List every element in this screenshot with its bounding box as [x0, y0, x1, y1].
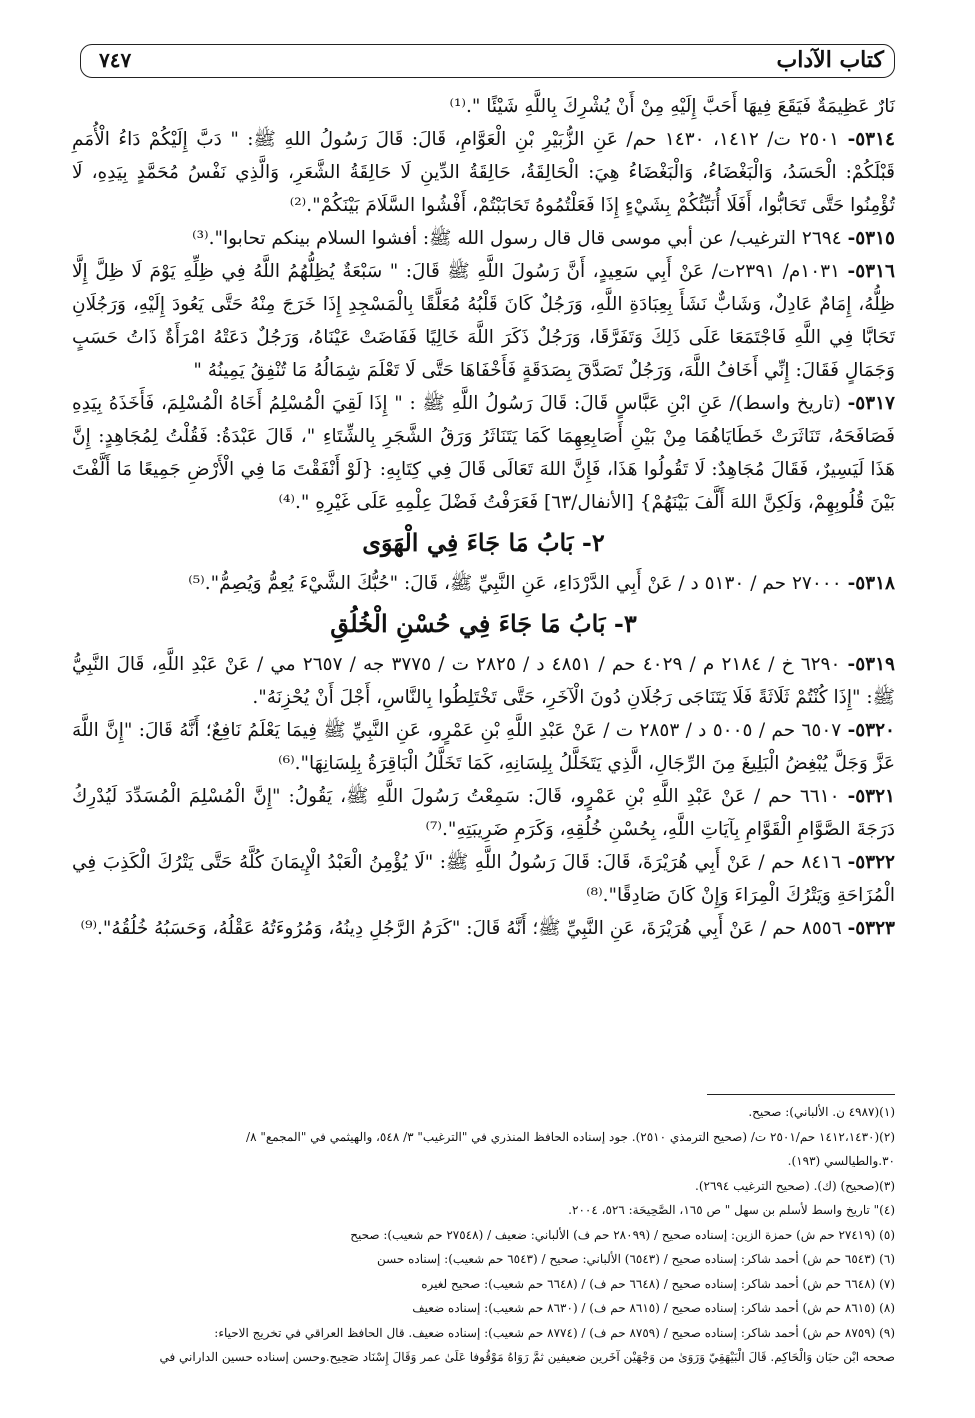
footnote-4: (٤)" تاريخ واسط لأسلم بن سهل " ص ١٦٥، الصَّحِيحَة: ٥٢٦، ٢٠٠٤. — [568, 1203, 895, 1217]
footnote-2: (٢)(١٤١٢،١٤٣٠ حم/٢٥٠١ ت/ (صحيح الترمذي ٢٥١٠). جود إسناده الحافظ المنذري في "الترغيب" ٣/ ٥٤٨، والهيثمي في "المجمع" ٨/ — [246, 1129, 895, 1144]
chapter-heading-2: ٢- بَابُ مَا جَاءَ فِي الْهَوَى — [362, 528, 605, 557]
footnote-divider — [707, 1094, 895, 1095]
chapter-heading-3: ٣- بَابُ مَا جَاءَ فِي حُسْنِ الْخُلُقِ — [330, 609, 637, 638]
hadith-text: ٢٧٠٠٠ حم / ٥١٣٠ د / عَنْ أَبِي الدَّرْدَاءِ، عَنِ النَّبِيِّ ﷺ، قَالَ: "حُبُّكَ الشَّيْءَ يُعِمُّ وَيُصِمُّ".⁽⁵⁾ — [188, 573, 848, 594]
page-header — [80, 44, 895, 78]
footnote-7: (٧) (٦٦٤٨ حم ش) أحمد شاكر: إسناده صحيح / (٦٦٤٨ حم ف) / (٦٦٤٨ حم شعيب): صحيح لغيره — [421, 1276, 895, 1291]
hadith-number: ٥٣٢١- — [847, 786, 895, 807]
footnote-9: (٩) (٨٧٥٩ حم ش) أحمد شاكر: إسناده صحيح / (٨٧٥٩ حم ف) / (٨٧٧٤ حم شعيب): إسناده ضعيف. قال الحافظ العراقي في تخريج الاحياء: — [214, 1325, 895, 1340]
hadith-5318 — [72, 567, 895, 600]
book-title: كتاب الآداب — [776, 47, 884, 73]
footnote-6: (٦) (٦٥٤٣ حم ش) أحمد شاكر: إسناده صحيح / (٦٥٤٣) الألباني: صحيح / (٦٥٤٣ حم شعيب): إسناده حسن — [377, 1252, 895, 1266]
hadith-text: ١٠٣١م/ ٢٣٩١ت/ عَنْ أَبِي سَعِيدٍ، أَنَّ رَسُولَ اللَّهِ ﷺ قَالَ: " سَبْعَةٌ يُظِلُّهُمُ اللَّهُ فِي ظِلِّهِ يَوْمَ لَا ظِلَّ إِلَّا ظِلُّهُ، إِمَامٌ عَادِلٌ، وَشَابٌّ نَشَأَ بِعِبَادَةِ اللَّهِ، وَرَجُلٌ كَانَ قَلْبُهُ مُعَلَّقًا بِالْمَسْجِدِ إِذَا خَرَجَ مِنْهُ حَتَّى يَعُودَ إِلَيْهِ، وَرَجُلَانِ تَحَابَّا فِي اللَّهِ فَاجْتَمَعَا عَلَى ذَلِكَ وَتَفَرَّقَا، وَرَجُلٌ ذَكَرَ اللَّهَ خَالِيًا فَفَاضَتْ عَيْنَاهُ، وَرَجُلٌ دَعَتْهُ امْرَأَةٌ ذَاتُ حَسَبٍ وَجَمَالٍ فَقَالَ: إِنِّي أَخَافُ اللَّهَ، وَرَجُلٌ تَصَدَّقَ بِصَدَقَةٍ فَأَخْفَاهَا حَتَّى لَا تَعْلَمَ شِمَالُهُ مَا تُنْفِقُ يَمِينُهُ " — [72, 261, 895, 381]
hadith-text: ٨٤١٦ حم / عَنْ أَبِي هُرَيْرَةَ، قَالَ: قَالَ رَسُولُ اللَّهِ ﷺ: "لَا يُؤْمِنُ الْعَبْدُ الْإِيمَانَ كُلَّهُ حَتَّى يَتْرُكَ الْكَذِبَ فِي الْمُزَاحَةِ وَيَتْرُكَ الْمِرَاءَ وَإِنْ كَانَ صَادِقًا".⁽⁸⁾ — [72, 852, 895, 906]
hadith-number: ٥٣١٨- — [847, 573, 895, 594]
hadith-number: ٥٣١٥- — [847, 228, 895, 249]
main-text — [72, 90, 895, 945]
hadith-text: ٢٥٠١ ت/ ١٤١٢، ١٤٣٠ حم/ عَنِ الزُّبَيْرِ بْنِ الْعَوَّامِ، قَالَ: قَالَ رَسُولُ اللهِ ﷺ: " دَبَّ إِلَيْكُمْ دَاءُ الْأُمَمِ قَبْلَكُمْ: الْحَسَدُ، وَالْبَغْضَاءُ، وَالْبَغْضَاءُ هِيَ: الْحَالِقَةُ، حَالِقَةُ الدِّينِ لَا حَالِقَةُ الشَّعَرِ، وَالَّذِي نَفْسُ مُحَمَّدٍ بِيَدِهِ، لَا تُؤْمِنُوا حَتَّى تَحَابُّوا، أَفَلَا أُنَبِّئُكُمْ بِشَيْءٍ إِذَا فَعَلْتُمُوهُ تَحَابَبْتُمْ، أَفْشُوا السَّلَامَ بَيْنَكُمْ".⁽²⁾ — [72, 129, 895, 216]
hadith-number: ٥٣٢٣- — [847, 918, 895, 939]
page-number: ٧٤٧ — [99, 48, 132, 72]
hadith-5320 — [72, 714, 895, 780]
hadith-5322 — [72, 846, 895, 912]
hadith-text: (تاريخ واسط)/ عَنِ ابْنِ عَبَّاسٍ قَالَ: قَالَ رَسُولُ اللَّهِ ﷺ : " إِذَا لَقِيَ الْمُسْلِمُ أَخَاهُ الْمُسْلِمَ، فَأَخَذَهُ بِيَدِهِ فَصَافَحَهُ، تَنَاثَرَتْ خَطَايَاهُمَا مِنْ بَيْنِ أَصَابِعِهِمَا كَمَا يَتَنَاثَرُ وَرَقُ الشَّجَرِ بِالشِّتَاءِ "، قَالَ عَبْدَةُ: فَقُلْتُ لِمُجَاهِدٍ: إِنَّ هَذَا لَيَسِيرٌ، فَقَالَ مُجَاهِدٌ: لَا تَقُولُوا هَذَا، فَإِنَّ اللهَ تَعَالَى قَالَ فِي كِتَابِهِ: {لَوْ أَنْفَقْتَ مَا فِي الْأَرْضِ جَمِيعًا مَا أَلَّفْتَ بَيْنَ قُلُوبِهِمْ، وَلَكِنَّ اللهَ أَلَّفَ بَيْنَهُمْ} [الأنفال/٦٣] فَعَرَفْتُ فَضْلَ عِلْمِهِ عَلَى غَيْرِهِ ".⁽⁴⁾ — [72, 393, 895, 513]
footnotes — [72, 1100, 895, 1370]
hadith-5321 — [72, 780, 895, 846]
footnote-2-continued: ٣٠.والطيالسي (١٩٣). — [787, 1154, 895, 1168]
hadith-text: ٨٥٥٦ حم / عَنْ أَبِي هُرَيْرَةَ، عَنِ النَّبِيِّ ﷺ؛ أَنَّهُ قَالَ: "كَرَمُ الرَّجُلِ دِينُهُ، وَمُرُوءَتُهُ عَقْلُهُ، وَحَسَبُهُ خُلُقُهُ".⁽⁹⁾ — [80, 918, 848, 939]
hadith-5317 — [72, 387, 895, 519]
hadith-number: ٥٣١٦- — [847, 261, 895, 282]
hadith-number: ٥٣٢٢- — [847, 852, 895, 873]
footnote-1: (١)(٤٩٨٧ ن. الألباني): صحيح. — [748, 1105, 895, 1119]
hadith-number: ٥٣١٧- — [847, 393, 895, 414]
hadith-5319 — [72, 648, 895, 714]
hadith-number: ٥٣١٤- — [847, 129, 895, 150]
hadith-number: ٥٣١٩- — [847, 654, 895, 675]
hadith-5323 — [72, 912, 895, 945]
hadith-5314 — [72, 123, 895, 222]
hadith-text: ٦٦١٠ حم / عَنْ عَبْدِ اللَّهِ بْنِ عَمْرٍو، قَالَ: سَمِعْتُ رَسُولَ اللَّهِ ﷺ، يَقُولُ: "إِنَّ الْمُسْلِمَ الْمُسَدِّدَ لَيُدْرِكُ دَرَجَةَ الصَّوَّامِ الْقَوَّامِ بِآيَاتِ اللَّهِ، بِحُسْنِ خُلُقِهِ، وَكَرَمِ ضَرِيبَتِهِ".⁽⁷⁾ — [72, 786, 895, 840]
hadith-5316 — [72, 255, 895, 387]
hadith-text: ٦٢٩٠ خ / ٢١٨٤ م / ٤٠٢٩ حم / ٤٨٥١ د / ٢٨٢٥ ت / ٣٧٧٥ جه / ٢٦٥٧ مي / عَنْ عَبْدِ اللَّهِ، قَالَ النَّبِيُّ ﷺ: "إِذَا كُنْتُمْ ثَلَاثَةً فَلَا يَتَنَاجَى رَجُلَانِ دُونَ الْآخَرِ، حَتَّى تَخْتَلِطُوا بِالنَّاسِ، أَجْلَ أَنْ يُحْزِنَهُ". — [72, 654, 895, 708]
hadith-5315 — [72, 222, 895, 255]
continuation-line: نَارٌ عَظِيمَةٌ فَيَقَعَ فِيهَا أَحَبَّ إِلَيْهِ مِنْ أَنْ يُشْرِكَ بِاللَّهِ شَيْئًا ".⁽¹⁾ — [449, 96, 895, 117]
footnote-9-continued: صححه ابْن حبَان وَالْحَاكِم. قَالَ الْبَيْهَقِيّ وَرَوَىٰ من وَجْهَيْن آخَرين ضعيفين ثمَّ رَوَاهُ مَوْقُوفا عَلَىٰ عمر وَقَالَ إِسْنَاد صَحِيح.وحسن إسناده حسين الداراني في — [159, 1350, 895, 1364]
footnote-3: (٣)(صحيح) (ك). (صحيح الترغيب ٢٦٩٤). — [695, 1178, 895, 1193]
hadith-text: ٢٦٩٤ الترغيب/ عن أبي موسى قال قال رسول الله ﷺ: أفشوا السلام بينكم تحابوا".⁽³⁾ — [192, 228, 848, 249]
hadith-number: ٥٣٢٠- — [847, 720, 895, 741]
footnote-5: (٥) (٢٧٤١٩ حم ش) حمزة الزين: إسناده صحيح / (٢٨٠٩٩ حم ف) الألباني: ضعيف / (٢٧٥٤٨ حم شعيب): صحيح — [350, 1227, 895, 1242]
hadith-text: ٦٥٠٧ حم / ٥٠٠٥ د / ٢٨٥٣ ت / عَنْ عَبْدِ اللَّهِ بْنِ عَمْرٍو، عَنِ النَّبِيِّ ﷺ فِيمَا يَعْلَمُ نَافِعٌ؛ أَنَّهُ قَالَ: "إِنَّ اللَّهَ عَزَّ وَجَلَّ يُبْغِضُ الْبَلِيغَ مِنَ الرِّجَالِ، الَّذِي يَتَخَلَّلُ بِلِسَانِهِ، كَمَا تَخَلَّلُ الْبَاقِرَةُ بِلِسَانِهَا".⁽⁶⁾ — [72, 720, 895, 774]
footnote-8: (٨) (٨٦١٥ حم ش) أحمد شاكر: إسناده صحيح / (٨٦١٥ حم ف) / (٨٦٣٠ حم شعيب): إسناده ضعيف — [412, 1301, 895, 1315]
